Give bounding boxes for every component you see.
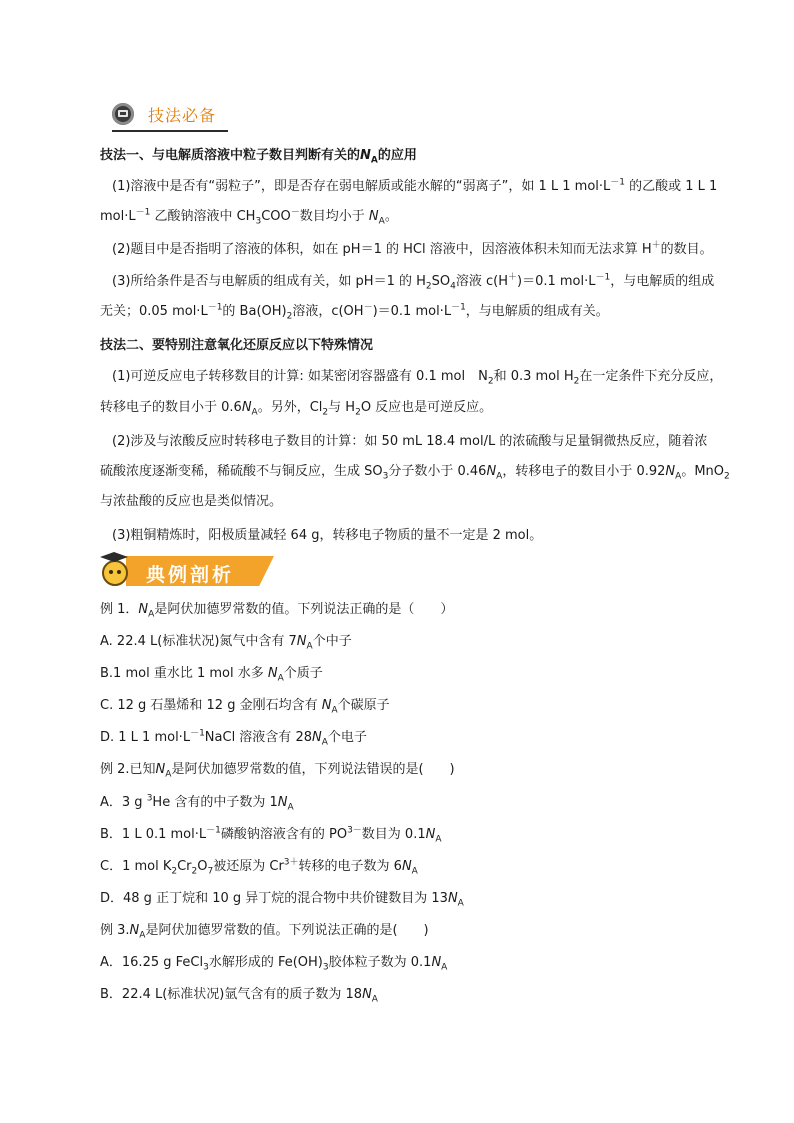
example-1-question: 例 1．$N_A$是阿伏加德罗常数的值。下列说法正确的是（ ） — [100, 602, 454, 620]
section-header — [112, 100, 228, 132]
paragraph: 转移电子的数目小于 $0.6N_A$。另外，$Cl_2$与 $H_2O$ 反应也是可逆反应。 — [100, 400, 493, 418]
graduation-cap-icon — [100, 552, 128, 562]
section-title: 技法必备 — [148, 106, 217, 125]
paragraph: (1)溶液中是否有“弱粒子”，即是否存在弱电解质或能水解的“弱离子”，如 1 L 1 $mol\cdot L^{-1}$ 的乙酸或 1 L 1 — [112, 177, 718, 194]
option-a: A．16.25 g FeCl$_3$水解形成的 $Fe(OH)_3$胶体粒子数为 $0.1N_A$ — [100, 955, 448, 973]
option-c: C．1 mol $K_2Cr_2O_7$被还原为 $Cr^{3+}$转移的电子数为 $6N_A$ — [100, 857, 418, 877]
example-2-question: 例 2.已知$N_A$是阿伏加德罗常数的值，下列说法错误的是( ) — [100, 762, 455, 780]
technique-2-title: 技法二、要特别注意氧化还原反应以下特殊情况 — [100, 338, 374, 353]
option-a: A．3 g $^3$He 含有的中子数为 $1N_A$ — [100, 793, 294, 813]
option-b: B.1 mol 重水比 1 mol 水多 $N_A$个质子 — [100, 666, 323, 684]
option-b: B．1 L 0.1 $mol\cdot L^{-1}$磷酸钠溶液含有的 $PO^{3-}$数目为 $0.1N_A$ — [100, 825, 442, 845]
paragraph: 与浓盐酸的反应也是类似情况。 — [100, 494, 283, 509]
student-mascot-icon — [102, 560, 128, 586]
paragraph: (2)题目中是否指明了溶液的体积，如在 pH＝1 的 HCl 溶液中，因溶液体积未知而无法求算 H＋的数目。 — [112, 240, 713, 257]
paragraph: (2)涉及与浓酸反应时转移电子数目的计算：如 50 mL 18.4 mol/L 的浓硫酸与足量铜微热反应，随着浓 — [112, 434, 708, 449]
examples-banner — [98, 552, 274, 590]
paragraph: 硫酸浓度逐渐变稀，稀硫酸不与铜反应，生成 $SO_3$分子数小于 $0.46N_A$，转移电子的数目小于 $0.92N_A$。MnO$_2$ — [100, 464, 730, 482]
paragraph: (3)粗铜精炼时，阳极质量减轻 64 g，转移电子物质的量不一定是 2 mol。 — [112, 528, 543, 543]
option-b: B．22.4 L(标准状况)氩气含有的质子数为 $18N_A$ — [100, 987, 378, 1005]
example-3-question: 例 $3.N_A$是阿伏加德罗常数的值。下列说法正确的是( ) — [100, 923, 429, 941]
option-d: D．48 g 正丁烷和 10 g 异丁烷的混合物中共价键数目为 $13N_A$ — [100, 891, 464, 909]
paragraph: $mol\cdot L^{-1}$ 乙酸钠溶液中 $CH_3COO^-$数目均小于 $N_A$。 — [100, 207, 398, 227]
paragraph: (1)可逆反应电子转移数目的计算: 如某密闭容器盛有 0.1 mol $N_2$和 0.3 mol $H_2$在一定条件下充分反应， — [112, 369, 723, 387]
paragraph: 无关；0.05 $mol\cdot L^{-1}$的 $Ba(OH)_2$溶液，c(OH－)＝0.1 $mol\cdot L^{-1}$，与电解质的组成有关。 — [100, 302, 609, 322]
option-c: C. 12 g 石墨烯和 12 g 金刚石均含有 $N_A$个碳原子 — [100, 698, 390, 716]
paragraph: (3)所给条件是否与电解质的组成有关，如 pH＝1 的 $H_2SO_4$溶液 c(H＋)＝0.1 $mol\cdot L^{-1}$，与电解质的组成 — [112, 272, 715, 292]
book-icon — [112, 103, 134, 125]
option-a: A. 22.4 L(标准状况)氮气中含有 $7N_A$个中子 — [100, 634, 352, 652]
option-d: D. 1 L 1 $mol\cdot L^{-1}NaCl$ 溶液含有 $28N_A$个电子 — [100, 728, 367, 748]
examples-title: 典例剖析 — [146, 564, 235, 586]
technique-1-title: 技法一、与电解质溶液中粒子数目判断有关的$N_A$的应用 — [100, 148, 417, 166]
